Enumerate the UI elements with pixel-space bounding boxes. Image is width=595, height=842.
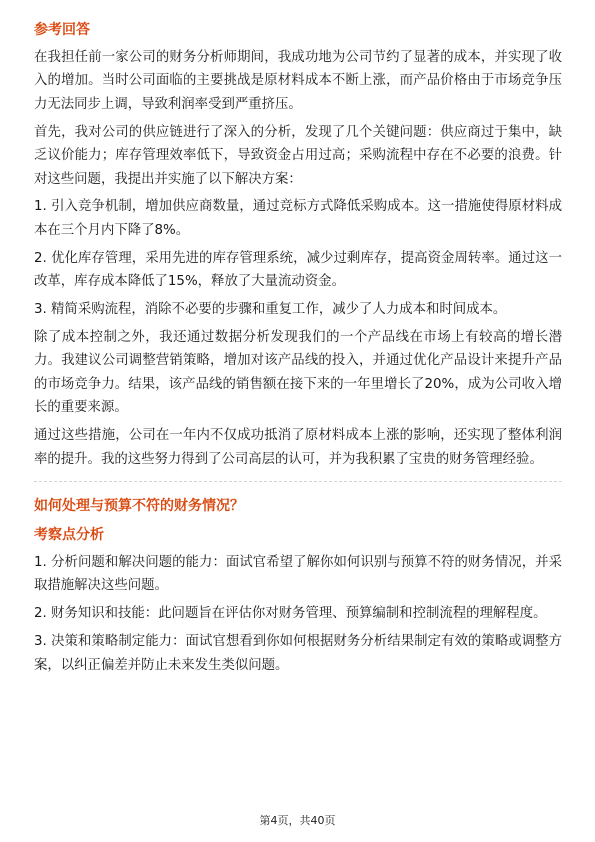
answer-paragraph-growth: 除了成本控制之外，我还通过数据分析发现我们的一个产品线在市场上有较高的增长潜力。我建议公司调整营销策略，增加对该产品线的投入，并通过优化产品设计来提升产品的市场竞争力。结果，该产品线的销售额在接下来的一年里增长了20%，成为公司收入增长的重要来源。 [34, 329, 562, 416]
answer-heading: 参考回答 [34, 22, 90, 38]
question-title: 如何处理与预算不符的财务情况？ [34, 497, 244, 514]
answer-solution-3: 3. 精简采购流程，消除不必要的步骤和重复工作，减少了人力成本和时间成本。 [34, 302, 507, 318]
answer-paragraph-intro: 在我担任前一家公司的财务分析师期间，我成功地为公司节约了显著的成本，并实现了收入的增加。当时公司面临的主要挑战是原材料成本不断上涨，而产品价格由于市场竞争压力无法同步上调，导致利润率受到严重挤压。 [34, 50, 562, 112]
answer-paragraph-conclusion: 通过这些措施，公司在一年内不仅成功抵消了原材料成本上涨的影响，还实现了整体利润率的提升。我的这些努力得到了公司高层的认可，并为我积累了宝贵的财务管理经验。 [34, 428, 562, 467]
analysis-point-2: 2. 财务知识和技能：此问题旨在评估你对财务管理、预算编制和控制流程的理解程度。 [34, 606, 547, 622]
page-number: 第4页，共40页 [259, 814, 336, 827]
analysis-point-1: 1. 分析问题和解决问题的能力：面试官希望了解你如何识别与预算不符的财务情况，并采取措施解决这些问题。 [34, 554, 562, 594]
answer-solution-2: 2. 优化库存管理，采用先进的库存管理系统，减少过剩库存，提高资金周转率。通过这一改革，库存成本降低了15%，释放了大量流动资金。 [34, 250, 562, 290]
answer-solution-1: 1. 引入竞争机制，增加供应商数量，通过竞标方式降低采购成本。这一措施使得原材料成本在三个月内下降了8%。 [34, 199, 562, 238]
section-divider [34, 481, 562, 482]
page-content [34, 20, 562, 681]
analysis-point-3: 3. 决策和策略制定能力：面试官想看到你如何根据财务分析结果制定有效的策略或调整方案，以纠正偏差并防止未来发生类似问题。 [34, 634, 562, 673]
analysis-heading: 考察点分析 [34, 526, 104, 543]
answer-body [34, 46, 562, 471]
analysis-points [34, 551, 562, 677]
answer-paragraph-analysis: 首先，我对公司的供应链进行了深入的分析，发现了几个关键问题：供应商过于集中，缺乏议价能力；库存管理效率低下，导致资金占用过高；采购流程中存在不必要的浪费。针对这些问题，我提出并实施了以下解决方案： [34, 124, 562, 187]
